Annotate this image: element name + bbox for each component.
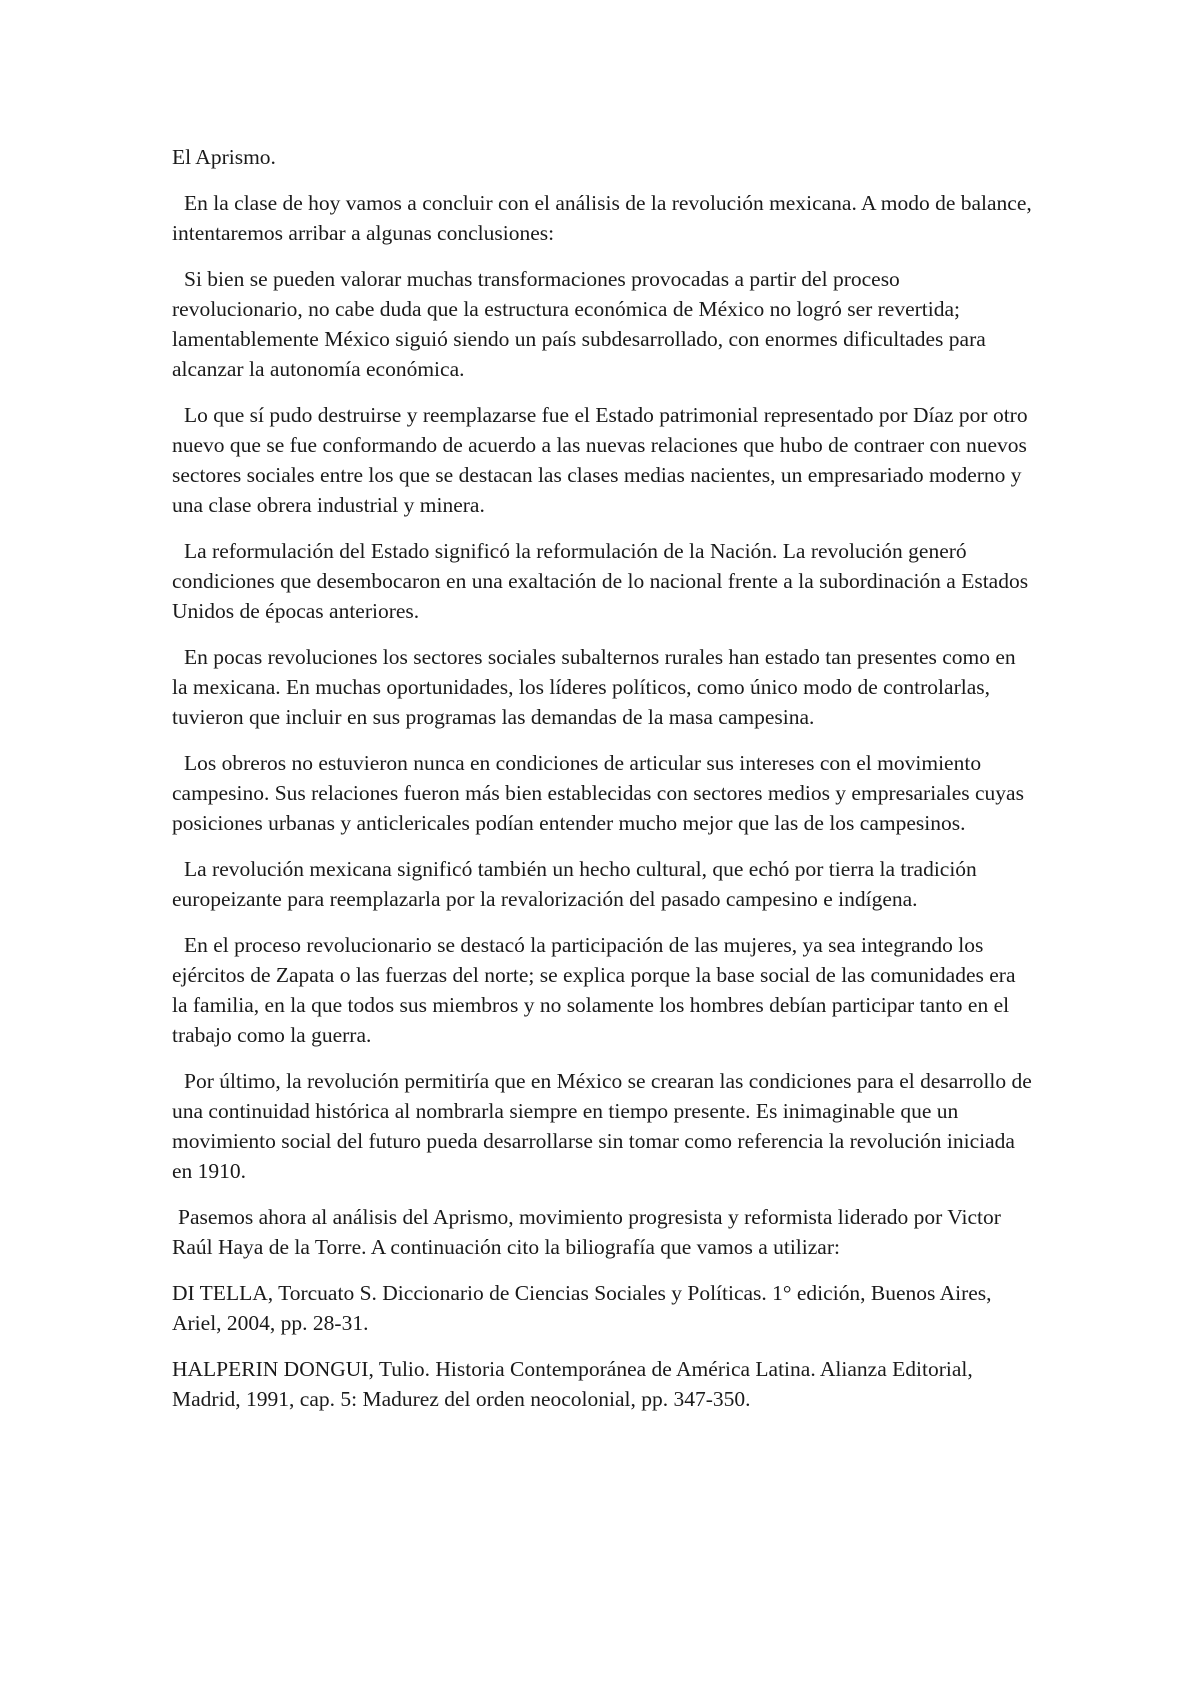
paragraph-economic-structure: Si bien se pueden valorar muchas transformaciones provocadas a partir del proceso revolucionario, no cabe duda que la estructura económica de México no logró ser revertida; lamentablemente México siguió siendo un país subdesarrollado, con enormes dificultades para alcanzar la autonomía económica. [172, 267, 986, 381]
paragraph-intro: En la clase de hoy vamos a concluir con el análisis de la revolución mexicana. A modo de balance, intentaremos arribar a algunas conclusiones: [172, 191, 1032, 245]
bibliography-entry: DI TELLA, Torcuato S. Diccionario de Ciencias Sociales y Políticas. 1° edición, Buenos Aires, Ariel, 2004, pp. 28-31. [172, 1281, 992, 1335]
paragraph-aprismo-intro: Pasemos ahora al análisis del Aprismo, movimiento progresista y reformista liderado por Victor Raúl Haya de la Torre. A continuación cito la biliografía que vamos a utilizar: [172, 1205, 1001, 1259]
paragraph-women: En el proceso revolucionario se destacó la participación de las mujeres, ya sea integrando los ejércitos de Zapata o las fuerzas del norte; se explica porque la base social de las comunidades era la familia, en la que todos sus miembros y no solamente los hombres debían participar tanto en el trabajo como la guerra. [172, 933, 1016, 1047]
document-title: El Aprismo. [172, 145, 276, 169]
paragraph-historical-continuity: Por último, la revolución permitiría que en México se crearan las condiciones para el desarrollo de una continuidad histórica al nombrarla siempre en tiempo presente. Es inimaginable que un movimiento social del futuro pueda desarrollarse sin tomar como referencia la revolución iniciada en 1910. [172, 1069, 1032, 1183]
paragraph-rural-sectors: En pocas revoluciones los sectores sociales subalternos rurales han estado tan presentes como en la mexicana. En muchas oportunidades, los líderes políticos, como único modo de controlarlas, tuvieron que incluir en sus programas las demandas de la masa campesina. [172, 645, 1016, 729]
paragraph-patrimonial-state: Lo que sí pudo destruirse y reemplazarse fue el Estado patrimonial representado por Díaz por otro nuevo que se fue conformando de acuerdo a las nuevas relaciones que hubo de contraer con nuevos sectores sociales entre los que se destacan las clases medias nacientes, un empresariado moderno y una clase obrera industrial y minera. [172, 403, 1028, 517]
document-body [172, 142, 1032, 1430]
paragraph-cultural-fact: La revolución mexicana significó también un hecho cultural, que echó por tierra la tradición europeizante para reemplazarla por la revalorización del pasado campesino e indígena. [172, 857, 977, 911]
paragraph-workers: Los obreros no estuvieron nunca en condiciones de articular sus intereses con el movimiento campesino. Sus relaciones fueron más bien establecidas con sectores medios y empresariales cuyas posiciones urbanas y anticlericales podían entender mucho mejor que las de los campesinos. [172, 751, 1024, 835]
paragraph-nation: La reformulación del Estado significó la reformulación de la Nación. La revolución generó condiciones que desembocaron en una exaltación de lo nacional frente a la subordinación a Estados Unidos de épocas anteriores. [172, 539, 1029, 623]
bibliography-entry: HALPERIN DONGUI, Tulio. Historia Contemporánea de América Latina. Alianza Editorial, Madrid, 1991, cap. 5: Madurez del orden neocolonial, pp. 347-350. [172, 1357, 973, 1411]
